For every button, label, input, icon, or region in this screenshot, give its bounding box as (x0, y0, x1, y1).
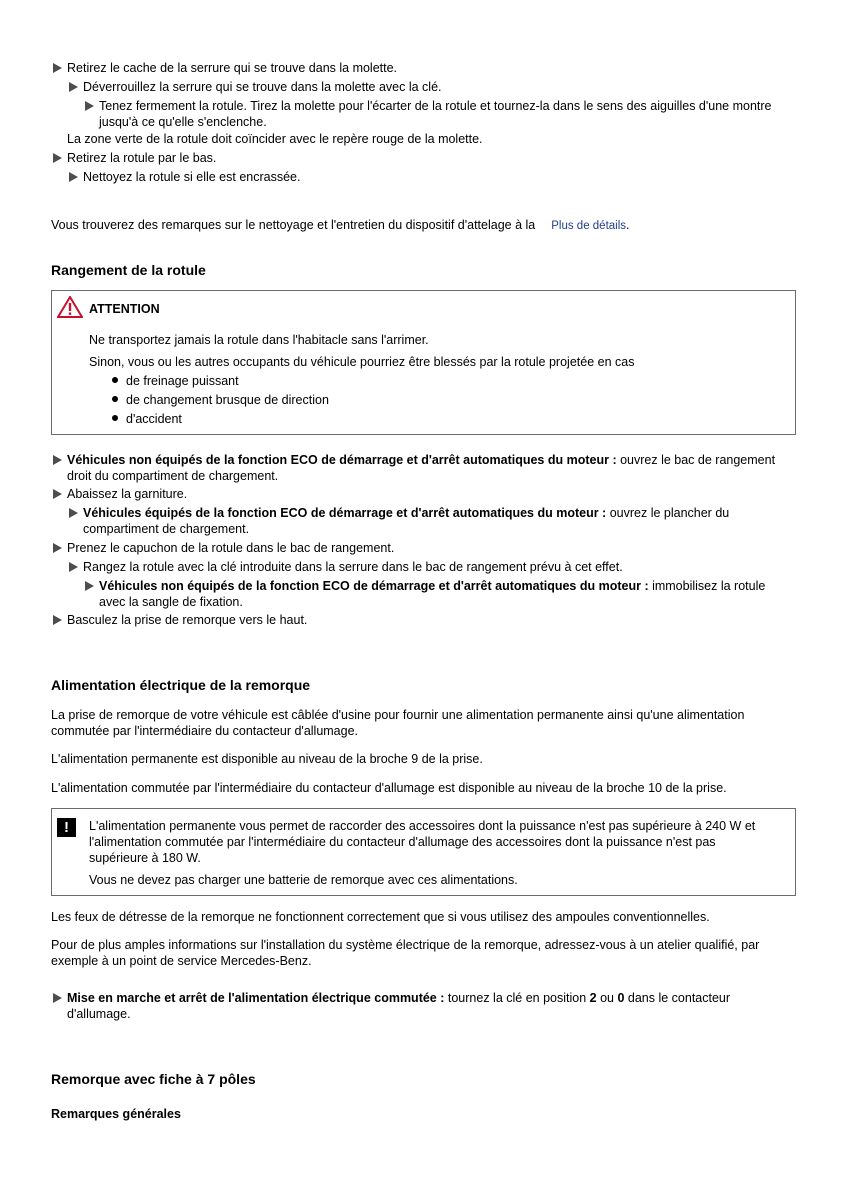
paragraph: Pour de plus amples informations sur l'installation du système électrique de la remorque, adressez-vous à un atelier qualifié, par (51, 938, 760, 952)
step-arrow-icon (53, 489, 62, 499)
paragraph-continued: exemple à un point de service Mercedes-Benz. (51, 954, 312, 968)
step-arrow-icon (53, 63, 62, 73)
paragraph: L'alimentation permanente est disponible au niveau de la broche 9 de la prise. (51, 752, 483, 766)
step-text-continued: compartiment de chargement. (83, 522, 250, 536)
step-action: dans le contacteur (624, 991, 731, 1005)
step-text: Prenez le capuchon de la rotule dans le bac de rangement. (67, 541, 395, 555)
step-text: Retirez le cache de la serrure qui se trouve dans la molette. (67, 61, 398, 75)
step-text: Tenez fermement la rotule. Tirez la molette pour l'écarter de la rotule et tournez-la dans le sens des aiguilles d'une montre (99, 99, 772, 113)
notice-box (51, 808, 796, 896)
step-condition: Mise en marche et arrêt de l'alimentation électrique commutée : (67, 991, 445, 1005)
step-arrow-icon (53, 615, 62, 625)
step-action: tournez la clé en position (444, 991, 590, 1005)
warning-bullet-item: de freinage puissant (126, 374, 239, 388)
details-link[interactable]: Plus de détails (551, 220, 627, 232)
paragraph: La prise de remorque de votre véhicule est câblée d'usine pour fournir une alimentation permanente ainsi qu'une alimentation (51, 708, 745, 722)
bullet-icon (112, 396, 118, 402)
notice-line: L'alimentation permanente vous permet de raccorder des accessoires dont la puissance n'est pas supérieure à 240 W et (89, 819, 756, 833)
step-arrow-icon (85, 581, 94, 591)
step-text (83, 505, 729, 522)
step-action: ou (596, 991, 618, 1005)
warning-label: ATTENTION (89, 302, 160, 316)
step-text-continued: jusqu'à ce qu'elle s'enclenche. (99, 115, 267, 129)
step-arrow-icon (53, 993, 62, 1003)
step-text-continued: droit du compartiment de chargement. (67, 469, 279, 483)
key-position: 2 (589, 991, 597, 1005)
warning-line: Ne transportez jamais la rotule dans l'habitacle sans l'arrimer. (89, 333, 429, 347)
step-arrow-icon (69, 508, 78, 518)
step-text: Nettoyez la rotule si elle est encrassée. (83, 170, 301, 184)
step-result-note: La zone verte de la rotule doit coïncider avec le repère rouge de la molette. (67, 132, 483, 146)
paragraph-continued: commutée par l'intermédiaire du contacteur d'allumage. (51, 724, 359, 738)
step-arrow-icon (53, 543, 62, 553)
step-arrow-icon (85, 101, 94, 111)
section-title-storage: Rangement de la rotule (51, 262, 206, 278)
warning-bullet-item: d'accident (126, 412, 182, 426)
step-arrow-icon (69, 82, 78, 92)
step-text: Basculez la prise de remorque vers le haut. (67, 613, 308, 627)
step-action: immobilisez la rotule (648, 579, 766, 593)
step-text: Déverrouillez la serrure qui se trouve dans la molette avec la clé. (83, 80, 442, 94)
step-condition: Véhicules équipés de la fonction ECO de démarrage et d'arrêt automatiques du moteur : (83, 506, 607, 520)
notice-line: Vous ne devez pas charger une batterie de remorque avec ces alimentations. (89, 873, 518, 887)
warning-box (51, 290, 796, 435)
key-position: 0 (617, 991, 625, 1005)
section-title-7pin: Remorque avec fiche à 7 pôles (51, 1071, 256, 1087)
notice-line: l'alimentation commutée par l'intermédiaire du contacteur d'allumage des accessoires dont la puissance n'est pas (89, 835, 716, 849)
bullet-icon (112, 377, 118, 383)
subsection-title: Remarques générales (51, 1107, 181, 1121)
maintenance-suffix: . (626, 218, 630, 232)
step-condition: Véhicules non équipés de la fonction ECO de démarrage et d'arrêt automatiques du moteur : (99, 579, 649, 593)
notice-line: supérieure à 180 W. (89, 851, 201, 865)
step-text-continued: avec la sangle de fixation. (99, 595, 243, 609)
step-arrow-icon (53, 455, 62, 465)
step-text: Abaissez la garniture. (67, 487, 188, 501)
maintenance-paragraph (51, 217, 630, 235)
step-text: Retirez la rotule par le bas. (67, 151, 217, 165)
bullet-icon (112, 415, 118, 421)
step-action: ouvrez le plancher du (606, 506, 730, 520)
step-arrow-icon (53, 153, 62, 163)
paragraph: L'alimentation commutée par l'intermédiaire du contacteur d'allumage est disponible au niveau de la broche 10 de la prise. (51, 781, 727, 795)
exclamation-icon: ! (57, 818, 76, 837)
step-action: ouvrez le bac de rangement (616, 453, 776, 467)
step-text (67, 990, 730, 1007)
step-arrow-icon (69, 562, 78, 572)
step-text (67, 452, 775, 469)
maintenance-text: Vous trouverez des remarques sur le nettoyage et l'entretien du dispositif d'attelage à la (51, 218, 536, 232)
paragraph: Les feux de détresse de la remorque ne fonctionnent correctement que si vous utilisez des ampoules conventionnelles. (51, 910, 710, 924)
step-text-continued: d'allumage. (67, 1007, 131, 1021)
warning-triangle-icon (57, 296, 83, 318)
step-text: Rangez la rotule avec la clé introduite dans la serrure dans le bac de rangement prévu à cet effet. (83, 560, 623, 574)
step-condition: Véhicules non équipés de la fonction ECO de démarrage et d'arrêt automatiques du moteur : (67, 453, 617, 467)
section-title-power: Alimentation électrique de la remorque (51, 677, 311, 693)
step-arrow-icon (69, 172, 78, 182)
warning-line: Sinon, vous ou les autres occupants du véhicule pourriez être blessés par la rotule projetée en cas (89, 355, 635, 369)
warning-bullet-item: de changement brusque de direction (126, 393, 329, 407)
step-text (99, 578, 765, 595)
